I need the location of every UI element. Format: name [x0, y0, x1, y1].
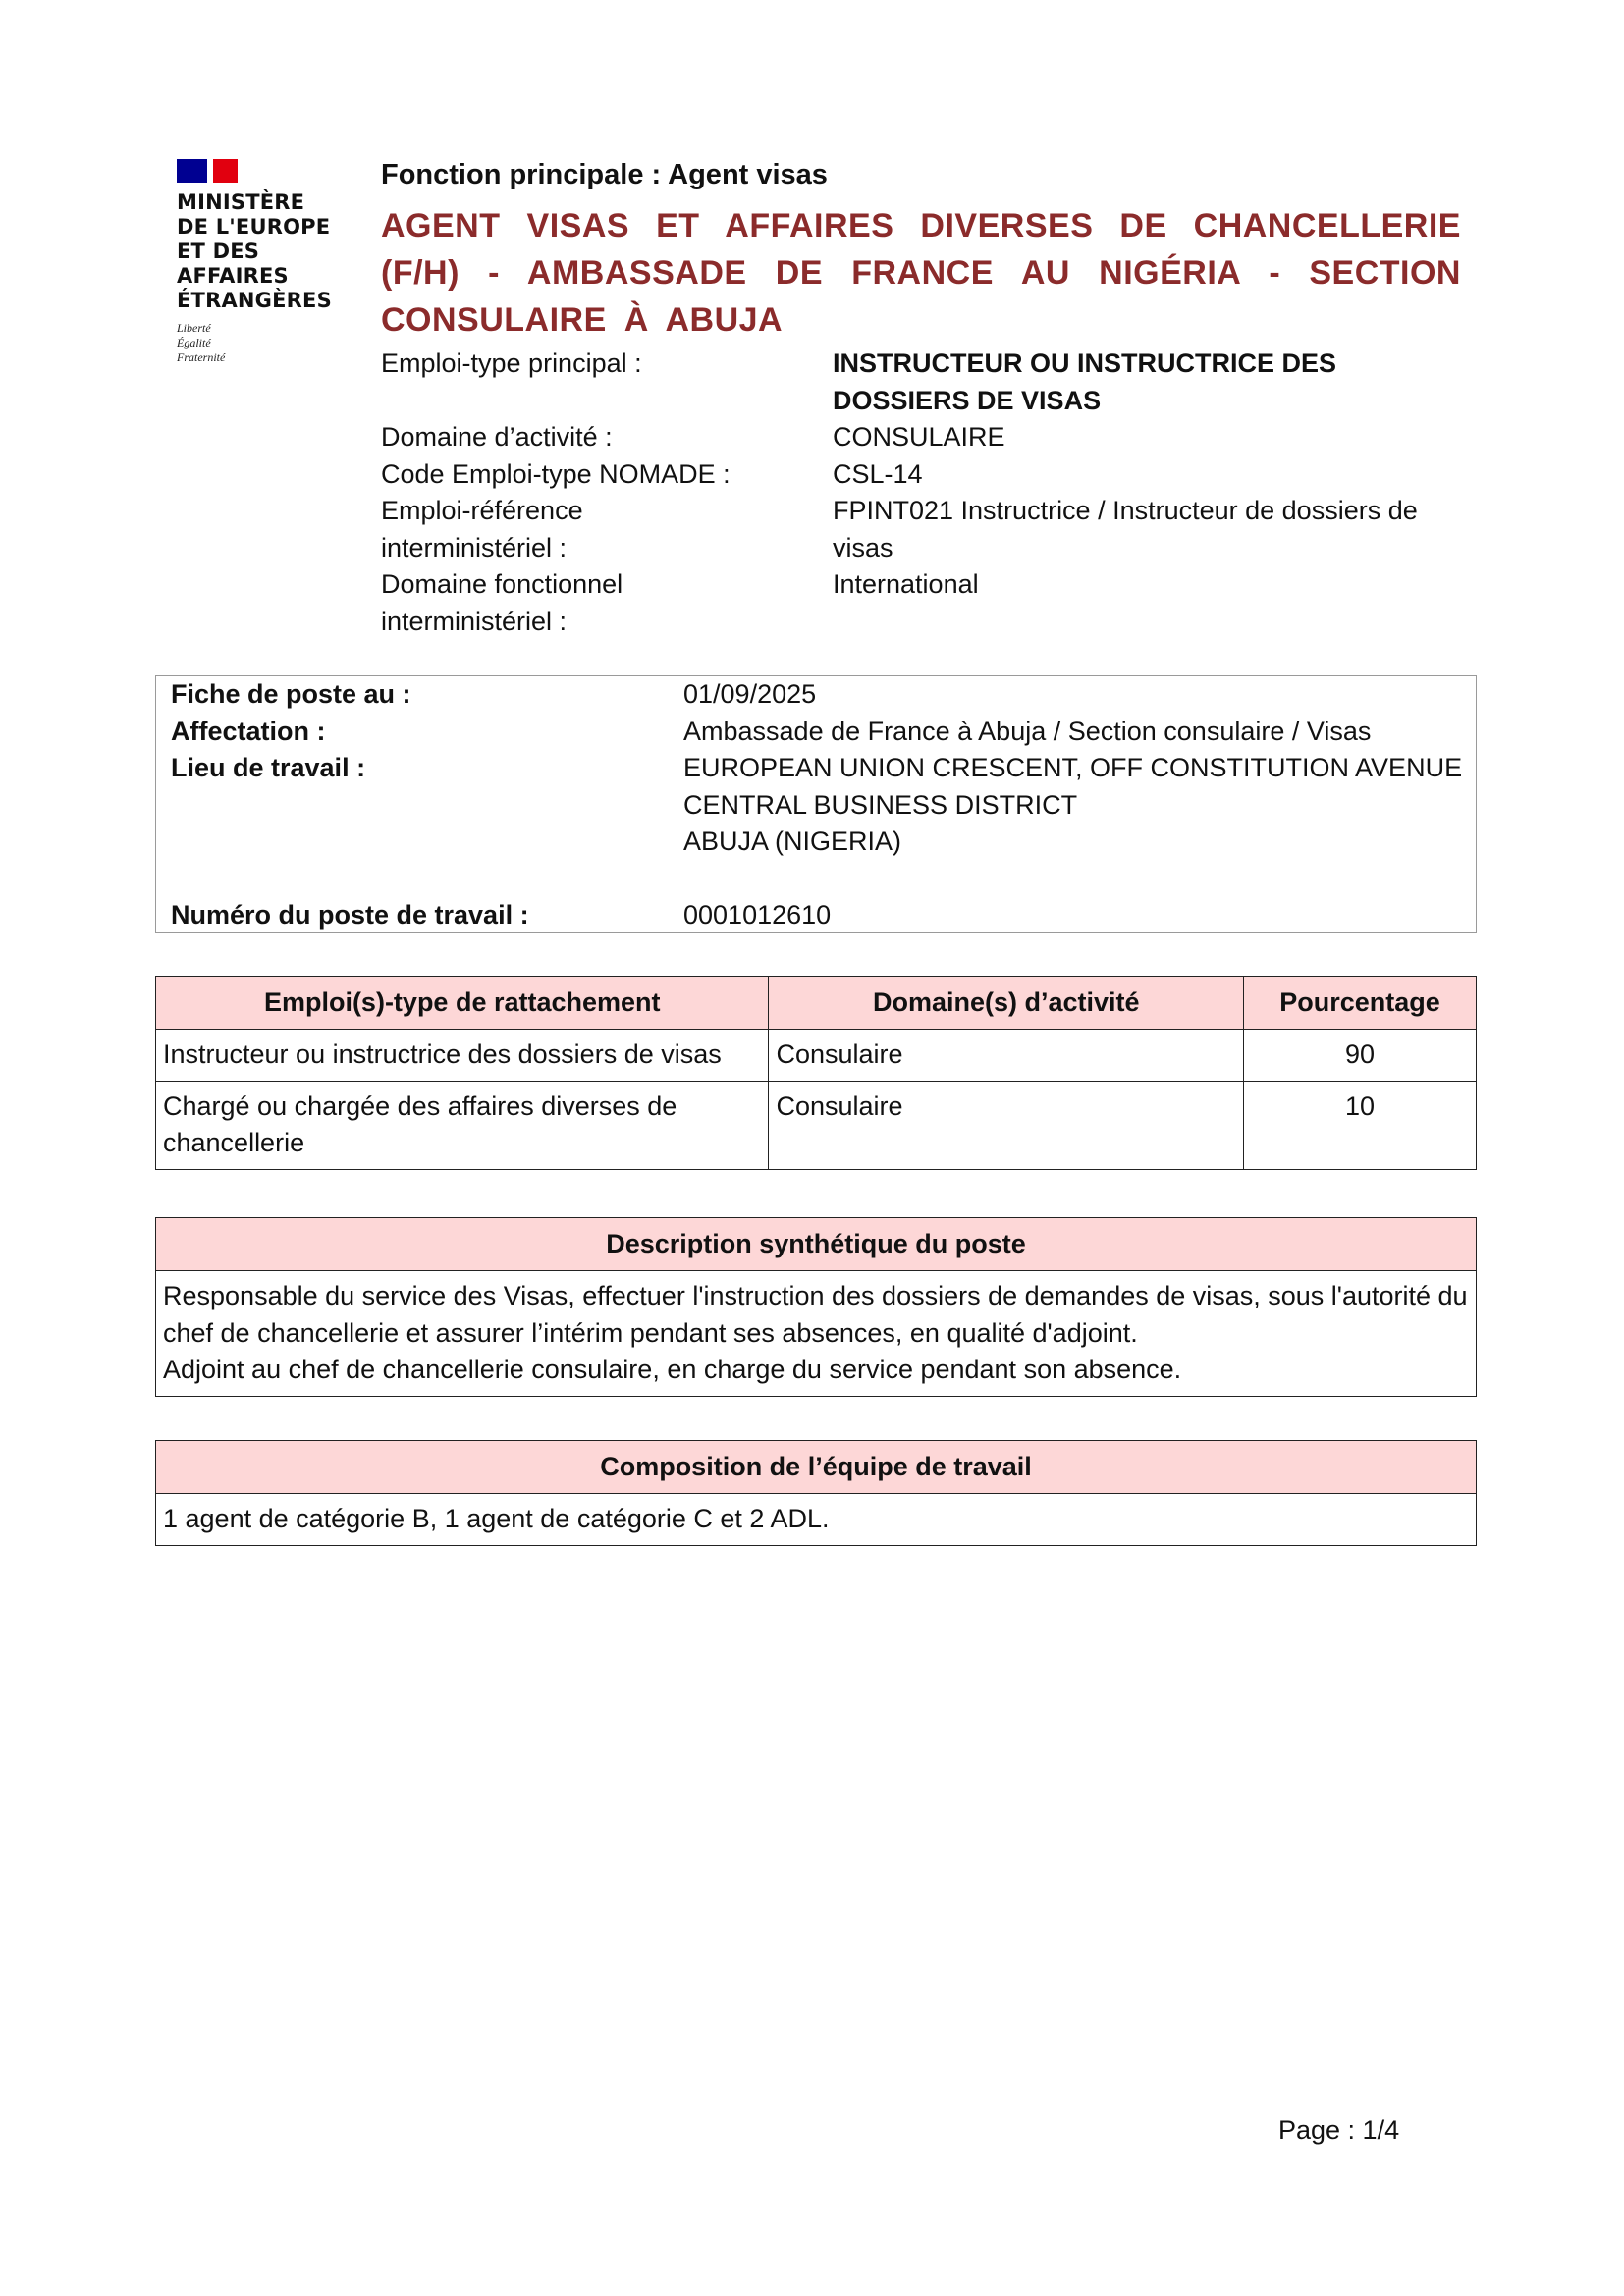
fiche-date-value: 01/09/2025 — [683, 679, 817, 709]
equipe-table — [155, 1440, 1477, 1546]
republic-motto — [177, 321, 373, 365]
emploi-type-label: Emploi-type principal : — [381, 348, 642, 378]
domaine-cell: Consulaire — [769, 1081, 1244, 1169]
fiche-date-label: Fiche de poste au : — [171, 679, 411, 709]
fiche-row — [171, 676, 1469, 714]
ministry-name — [177, 190, 373, 313]
french-flag-icon — [177, 159, 238, 183]
flag-blue-band — [177, 159, 207, 183]
lieu-value — [683, 750, 1469, 861]
rattachement-table — [155, 976, 1477, 1170]
flag-red-band — [213, 159, 238, 183]
affectation-value: Ambassade de France à Abuja / Section consulaire / Visas — [683, 716, 1372, 746]
motto-line: Liberté — [177, 321, 211, 335]
table-header-row — [156, 1218, 1477, 1271]
domaine-value: CONSULAIRE — [833, 422, 1005, 452]
description-table — [155, 1217, 1477, 1397]
domaine-label: Domaine d’activité : — [381, 422, 613, 452]
ministry-name-line: MINISTÈRE — [177, 190, 305, 214]
lieu-line: ABUJA (NIGERIA) — [683, 827, 902, 856]
lieu-line: EUROPEAN UNION CRESCENT, OFF CONSTITUTION AVENUE — [683, 753, 1463, 782]
description-cell — [156, 1271, 1477, 1397]
numero-label: Numéro du poste de travail : — [171, 900, 529, 930]
table-header-row — [156, 977, 1477, 1030]
page-title: AGENT VISAS ET AFFAIRES DIVERSES DE CHANCELLERIE (F/H) - AMBASSADE DE FRANCE AU NIGÉRIA - SECTION CONSULAIRE À ABUJA — [381, 207, 1461, 339]
affectation-label: Affectation : — [171, 716, 326, 746]
emploi-info — [381, 346, 1471, 640]
info-row — [381, 419, 1471, 456]
emploi-type-value: INSTRUCTEUR OU INSTRUCTRICE DES DOSSIERS DE VISAS — [833, 348, 1337, 415]
lieu-line: CENTRAL BUSINESS DISTRICT — [683, 789, 1078, 820]
ministry-name-line: ÉTRANGÈRES — [177, 289, 332, 312]
pourcentage-cell: 10 — [1244, 1081, 1477, 1169]
reference-label: Emploi-référence interministériel : — [381, 496, 583, 562]
domaine-fonctionnel-label: Domaine fonctionnel interministériel : — [381, 569, 623, 636]
ministry-logo — [177, 159, 373, 365]
reference-value: FPINT021 Instructrice / Instructeur de dossiers de visas — [833, 496, 1418, 562]
ministry-name-line: DE L'EUROPE — [177, 215, 331, 239]
info-row — [381, 493, 1471, 566]
info-row — [381, 566, 1471, 640]
page-number: Page : 1/4 — [1278, 2115, 1400, 2145]
table-row — [156, 1081, 1477, 1169]
equipe-cell: 1 agent de catégorie B, 1 agent de catégorie C et 2 ADL. — [156, 1494, 1477, 1546]
section-header: Composition de l’équipe de travail — [156, 1441, 1477, 1494]
domaine-cell: Consulaire — [769, 1030, 1244, 1082]
code-value: CSL-14 — [833, 458, 923, 489]
column-header: Emploi(s)-type de rattachement — [156, 977, 769, 1030]
info-row — [381, 456, 1471, 494]
description-paragraph: Adjoint au chef de chancellerie consulaire, en charge du service pendant son absence. — [163, 1355, 1182, 1384]
domaine-fonctionnel-value: International — [833, 569, 979, 599]
emploi-cell: Chargé ou chargée des affaires diverses de chancellerie — [156, 1081, 769, 1169]
pourcentage-cell: 90 — [1244, 1030, 1477, 1082]
code-label: Code Emploi-type NOMADE : — [381, 458, 731, 489]
column-header: Pourcentage — [1244, 977, 1477, 1030]
fonction-principale: Fonction principale : Agent visas — [381, 159, 828, 190]
fiche-row — [171, 750, 1469, 861]
ministry-name-line: ET DES AFFAIRES — [177, 240, 289, 288]
info-row — [381, 346, 1471, 419]
description-paragraph: Responsable du service des Visas, effectuer l'instruction des dossiers de demandes de visas, sous l'autorité du chef de chancellerie et assurer l’intérim pendant ses absences, en qualité d'adjoint. — [163, 1281, 1468, 1348]
column-header: Domaine(s) d’activité — [769, 977, 1244, 1030]
fiche-row — [171, 714, 1469, 751]
motto-line: Fraternité — [177, 350, 226, 364]
numero-value: 0001012610 — [683, 900, 832, 930]
table-header-row — [156, 1441, 1477, 1494]
table-row — [156, 1271, 1477, 1397]
fiche-row — [171, 897, 1469, 934]
emploi-cell: Instructeur ou instructrice des dossiers de visas — [156, 1030, 769, 1082]
table-row — [156, 1030, 1477, 1082]
table-row — [156, 1494, 1477, 1546]
lieu-label: Lieu de travail : — [171, 753, 366, 782]
section-header: Description synthétique du poste — [156, 1218, 1477, 1271]
fiche-box — [155, 675, 1477, 933]
motto-line: Égalité — [177, 336, 211, 349]
